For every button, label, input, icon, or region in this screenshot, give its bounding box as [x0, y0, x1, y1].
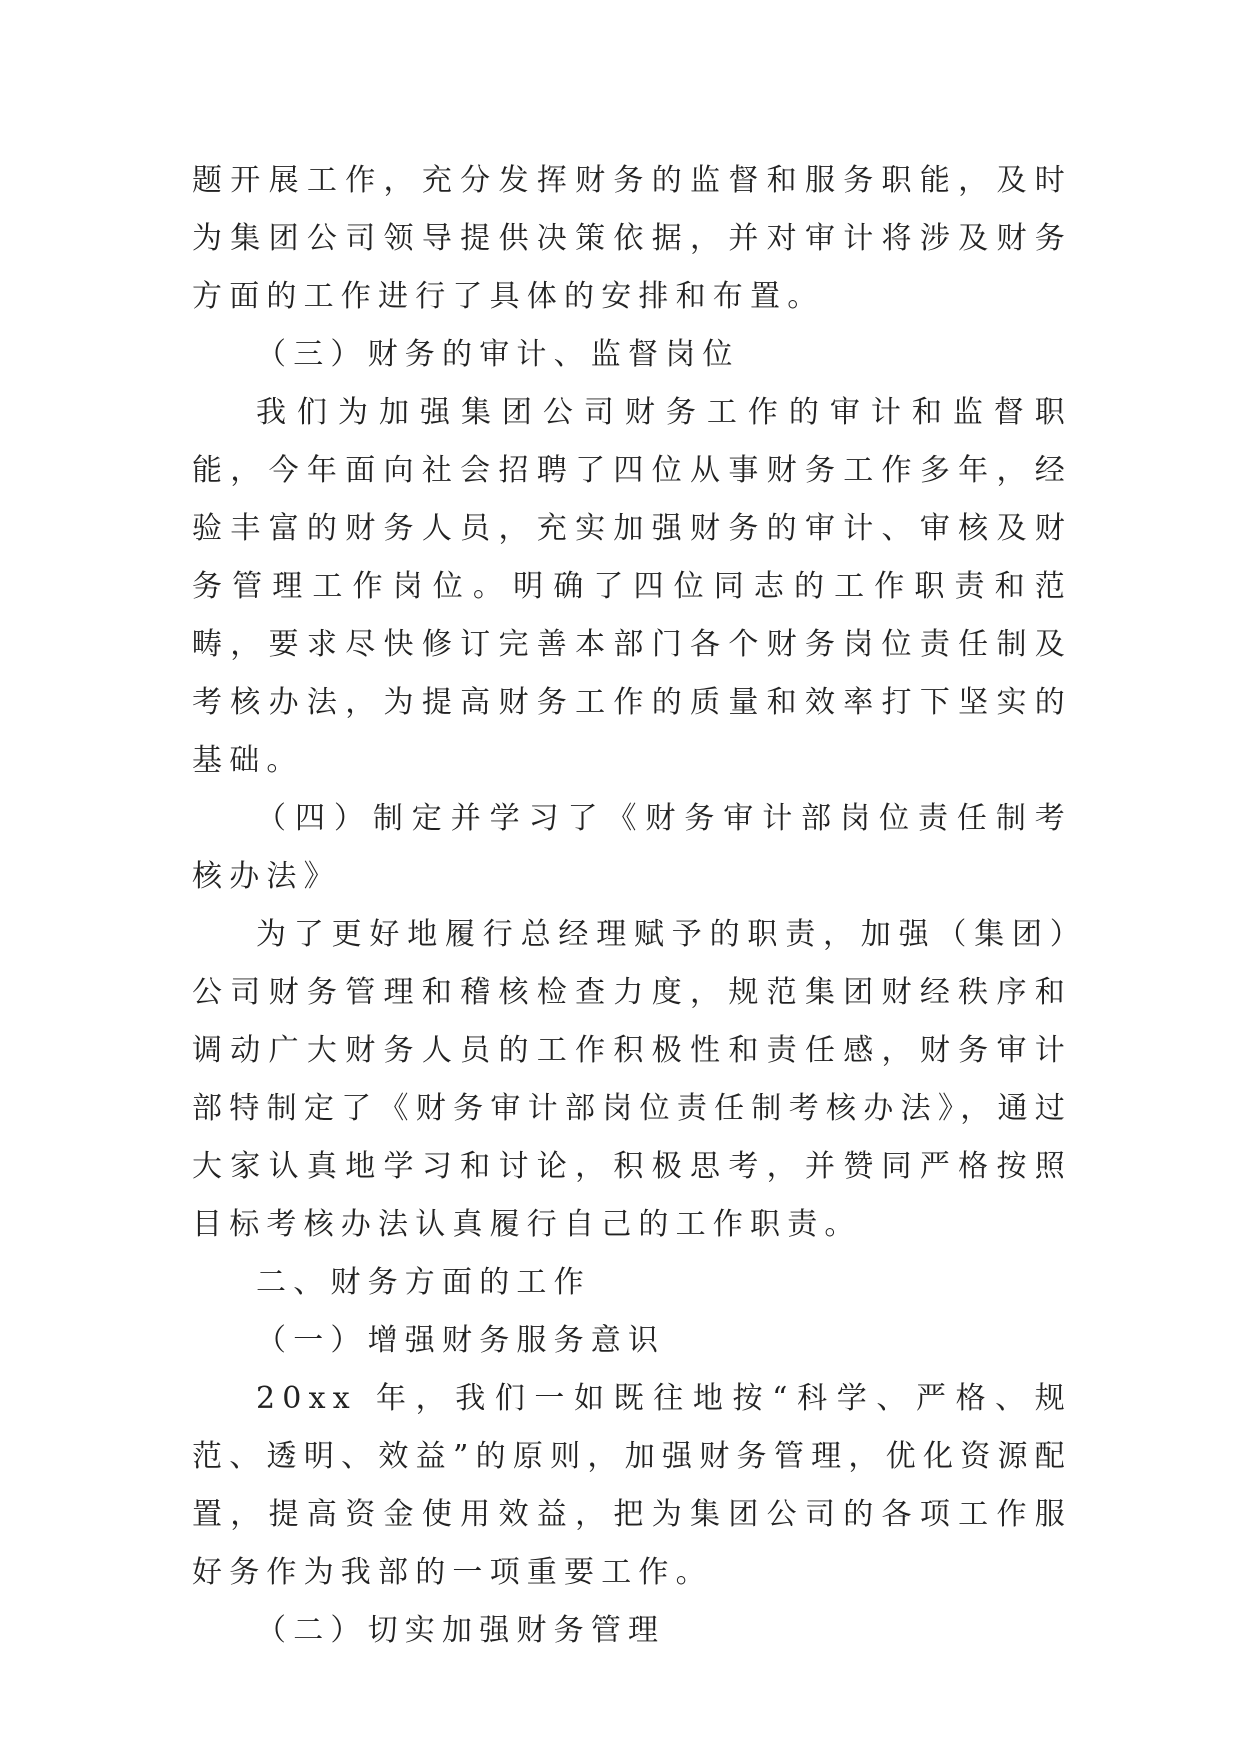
section-heading-responsibility-assessment: （四）制定并学习了《财务审计部岗位责任制考核办法》	[192, 801, 1072, 894]
section-heading-financial-work: 二、财务方面的工作	[256, 1265, 591, 1300]
paragraph-continuation: 题开展工作，充分发挥财务的监督和服务职能，及时为集团公司领导提供决策依据，并对审计将涉及财务方面的工作进行了具体的安排和布置。	[192, 163, 1072, 314]
paragraph-responsibility-assessment: 为了更好地履行总经理赋予的职责，加强（集团）公司财务管理和稽核检查力度，规范集团财经秩序和调动广大财务人员的工作积极性和责任感，财务审计部特制定了《财务审计部岗位责任制考核办法》，通过大家认真地学习和讨论，积极思考，并赞同严格按照目标考核办法认真履行自己的工作职责。	[192, 917, 1072, 1242]
section-heading-financial-management: （二）切实加强财务管理	[256, 1613, 666, 1648]
section-heading-service-awareness: （一）增强财务服务意识	[256, 1323, 666, 1358]
document-body	[192, 152, 1072, 1660]
section-heading-audit-supervision-posts: （三）财务的审计、监督岗位	[256, 337, 740, 372]
paragraph-audit-supervision: 我们为加强集团公司财务工作的审计和监督职能，今年面向社会招聘了四位从事财务工作多年，经验丰富的财务人员，充实加强财务的审计、审核及财务管理工作岗位。明确了四位同志的工作职责和范畴，要求尽快修订完善本部门各个财务岗位责任制及考核办法，为提高财务工作的质量和效率打下坚实的基础。	[192, 395, 1072, 778]
paragraph-service-awareness: 20xx 年，我们一如既往地按“科学、严格、规范、透明、效益”的原则，加强财务管理，优化资源配置，提高资金使用效益，把为集团公司的各项工作服好务作为我部的一项重要工作。	[192, 1381, 1072, 1590]
